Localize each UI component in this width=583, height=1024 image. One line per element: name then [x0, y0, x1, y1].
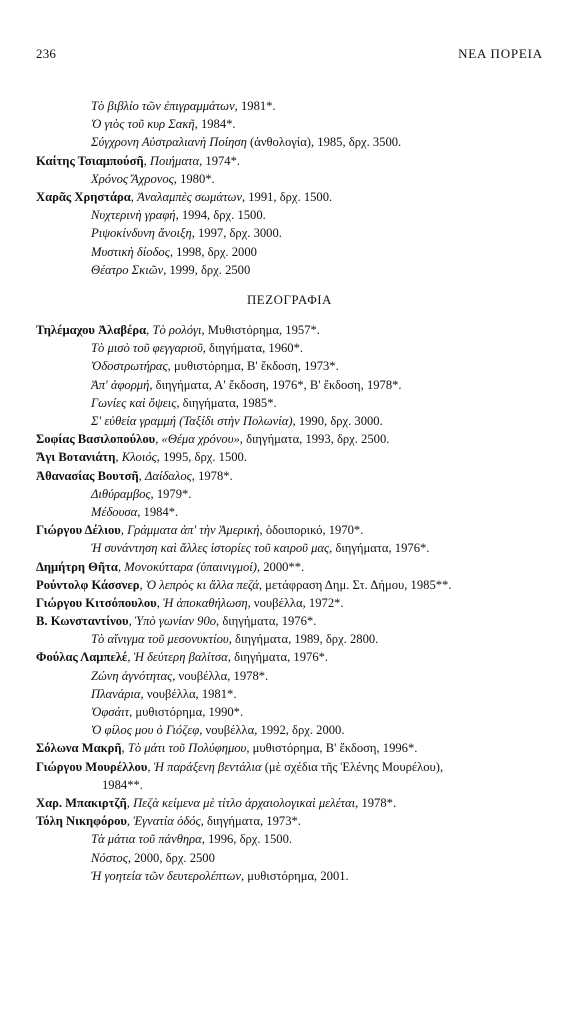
bibliography-entry	[36, 115, 543, 133]
entry-details: , 2000**.	[256, 559, 305, 574]
entry-details: , 1974*.	[199, 153, 241, 168]
entry-details: , 1984*.	[137, 504, 179, 519]
entry-details: , μυθιστόρημα, 2001.	[240, 868, 349, 883]
bibliography-entry: Τόλη Νικηφόρου, Ἐγνατία ὁδός, διηγήματα, 1973*.	[36, 814, 301, 829]
bibliography-entry: Γιώργου Κιτσόπουλου, Ἡ ἀποκαθήλωση, νουβέλλα, 1972*.	[36, 595, 344, 610]
bibliography-entry	[36, 667, 543, 685]
bibliography-entry	[36, 849, 543, 867]
page-number: 236	[36, 46, 57, 61]
entry-title: Ριψοκίνδυνη ἄνοιξη	[91, 226, 192, 241]
bibliography-entry: Σοφίας Βασιλοπούλου, «Θέμα χρόνου», διηγήματα, 1993, δρχ. 2500.	[36, 432, 390, 447]
entry-details: , 1991, δρχ. 1500.	[241, 189, 333, 204]
entry-details: , 1990, δρχ. 3000.	[292, 414, 383, 428]
entry-title: «Θέμα χρόνου»	[161, 432, 240, 447]
entry-author: Ἀθανασίας Βουτσῆ	[36, 468, 139, 483]
running-title: ΝΕΑ ΠΟΡΕΙΑ	[458, 46, 543, 61]
entry-details: , 1981*.	[234, 99, 276, 113]
entry-details: , νουβέλλα, 1981*.	[140, 686, 237, 701]
entry-title: Ἡ ἀποκαθήλωση	[163, 595, 248, 610]
entry-title: Ἡ γοητεία τῶν δευτερολέπτων	[91, 868, 241, 883]
entry-title: Ἡ δεύτερη βαλίτσα	[133, 650, 228, 665]
bibliography-entry	[36, 339, 543, 357]
entry-details: , 1999, δρχ. 2500	[163, 262, 251, 277]
entry-title: Σύγχρονη Αὐστραλιανὴ Ποίηση	[91, 135, 247, 150]
bibliography-entry	[36, 243, 543, 261]
entry-details: , διηγήματα, 1989, δρχ. 2800.	[228, 632, 379, 647]
bibliography-entry: Σόλωνα Μακρῆ, Τὸ μάτι τοῦ Πολύφημου, μυθιστόρημα, Β' ἔκδοση, 1996*.	[36, 741, 418, 756]
prose-list	[36, 321, 543, 885]
entry-details: , 1996, δρχ. 1500.	[201, 832, 293, 847]
entry-details: , διηγήματα, Α' ἔκδοση, 1976*, Β' ἔκδοση, 1978*.	[149, 377, 402, 392]
bibliography-entry	[36, 867, 543, 885]
entry-title: Ζώνη ἁγνότητας	[91, 668, 173, 683]
bibliography-entry	[36, 830, 543, 848]
entry-author: Γιώργου Κιτσόπουλου	[36, 595, 157, 610]
entry-details: , νουβέλλα, 1972*.	[247, 595, 344, 610]
entry-details: , ὁδοιπορικό, 1970*.	[259, 523, 364, 538]
bibliography-entry: Γιώργου Μουρέλλου, Ἡ παράξενη βεντάλια (μὲ σχέδια τῆς Ἑλένης Μουρέλου),	[36, 759, 444, 774]
entry-title: Πλανάρια	[91, 686, 141, 701]
bibliography-entry: Χαρᾶς Χρηστάρα, Ἀναλαμπὲς σωμάτων, 1991, δρχ. 1500.	[36, 189, 333, 204]
entry-details: (ἀνθολογία), 1985, δρχ. 3500.	[246, 135, 402, 150]
entry-title: Ὁ γιὸς τοῦ κυρ Σακῆ	[91, 117, 195, 132]
bibliography-entry	[36, 721, 543, 739]
bibliography-entry: Ἀθανασίας Βουτσῆ, Δαίδαλος, 1978*.	[36, 468, 233, 483]
entry-title: Ὀδοστρωτήρας	[91, 359, 168, 374]
entry-author: Σοφίας Βασιλοπούλου	[36, 432, 156, 447]
bibliography-entry	[36, 170, 543, 188]
bibliography-entry	[36, 376, 543, 394]
entry-title: Ὀφσάιτ	[91, 705, 130, 719]
entry-details: , διηγήματα, 1985*.	[176, 395, 277, 410]
entry-details: , 1998, δρχ. 2000	[169, 244, 257, 259]
bibliography-entry: Γιώργου Δέλιου, Γράμματα ἀπ' τὴν Ἀμερική, ὁδοιπορικό, 1970*.	[36, 523, 364, 538]
entry-title: Νυχτερινὴ γραφή	[91, 208, 176, 223]
entry-title: Ἡ συνάντηση καὶ ἄλλες ἱστορίες τοῦ καιροῦ μας	[91, 541, 330, 556]
bibliography-entry	[36, 412, 543, 430]
entry-details: , 1979*.	[150, 486, 192, 501]
entry-details: , διηγήματα, 1973*.	[200, 814, 301, 829]
entry-details: , μυθιστόρημα, Β' ἔκδοση, 1996*.	[246, 741, 418, 756]
entry-author: Τηλέμαχου Ἀλαβέρα	[36, 323, 147, 338]
entry-details: , διηγήματα, 1960*.	[202, 341, 304, 356]
bibliography-entry: Ρούντολφ Κάσσνερ, Ὁ λεπρὸς κι ἄλλα πεζά, μετάφραση Δημ. Στ. Δήμου, 1985**.	[36, 577, 452, 592]
bibliography-entry: Φούλας Λαμπελέ, Ἡ δεύτερη βαλίτσα, διηγήματα, 1976*.	[36, 650, 329, 665]
entry-title: Ἐγνατία ὁδός	[133, 814, 201, 829]
poetry-list	[36, 97, 543, 279]
entry-title: Σ' εὐθεία γραμμή (Ταξίδι στὴν Πολωνία)	[91, 414, 293, 428]
entry-details: , νουβέλλα, 1992, δρχ. 2000.	[199, 723, 345, 738]
entry-details: , 1980*.	[173, 171, 215, 186]
entry-title: Γράμματα ἀπ' τὴν Ἀμερική	[127, 523, 260, 538]
entry-details: , διηγήματα, 1993, δρχ. 2500.	[239, 432, 390, 447]
page-header	[36, 46, 543, 62]
bibliography-entry: Καίτης Τσιαμπούσῆ, Ποιήματα, 1974*.	[36, 153, 241, 168]
entry-details: , μυθιστόρημα, 1990*.	[129, 705, 244, 719]
entry-details: , Μυθιστόρημα, 1957*.	[201, 323, 320, 338]
entry-title: Πεζὰ κείμενα μὲ τίτλο ἀρχαιολογικαὶ μελέται	[133, 795, 356, 810]
entry-details: , μυθιστόρημα, Β' ἔκδοση, 1973*.	[167, 359, 339, 374]
entry-title: Ἀπ' ἀφορμή	[91, 377, 150, 392]
entry-details: , 2000, δρχ. 2500	[127, 850, 215, 865]
entry-title: Μονοκύτταρα (ὑπαινιγμοί)	[124, 559, 257, 574]
entry-author: Ρούντολφ Κάσσνερ	[36, 577, 140, 592]
bibliography-entry	[36, 357, 543, 375]
bibliography-entry	[36, 703, 543, 721]
entry-title: Τὸ βιβλίο τῶν ἐπιγραμμάτων	[91, 99, 235, 113]
entry-details: , νουβέλλα, 1978*.	[172, 668, 269, 683]
bibliography-entry: Β. Κωνσταντίνου, Ὑπὸ γωνίαν 90ο, διηγήματα, 1976*.	[36, 614, 317, 629]
bibliography-entry: Ἄγι Βοτανιάτη, Κλοιός, 1995, δρχ. 1500.	[36, 450, 247, 465]
entry-author: Ἄγι Βοτανιάτη	[36, 450, 116, 465]
entry-details: , 1978*.	[191, 468, 233, 483]
entry-details: 1984**.	[102, 777, 143, 792]
entry-details: , 1995, δρχ. 1500.	[156, 450, 247, 465]
entry-title: Τὰ μάτια τοῦ πάνθηρα	[91, 832, 202, 847]
bibliography-entry	[36, 485, 543, 503]
entry-details: , 1984*.	[194, 117, 236, 132]
entry-details: , 1994, δρχ. 1500.	[175, 208, 266, 223]
entry-details: , διηγήματα, 1976*.	[216, 614, 317, 629]
bibliography-entry: Χαρ. Μπακιρτζῆ, Πεζὰ κείμενα μὲ τίτλο ἀρχαιολογικαὶ μελέται, 1978*.	[36, 795, 397, 810]
entry-author: Γιώργου Μουρέλλου	[36, 759, 148, 774]
bibliography-entry	[36, 206, 543, 224]
entry-author: Σόλωνα Μακρῆ	[36, 741, 122, 756]
entry-title: Τὸ μάτι τοῦ Πολύφημου	[127, 741, 247, 756]
bibliography-entry	[36, 261, 543, 279]
entry-title: Ἡ παράξενη βεντάλια	[153, 759, 262, 774]
entry-author: Β. Κωνσταντίνου	[36, 614, 129, 629]
bibliography-entry	[36, 394, 543, 412]
entry-title: Κλοιός	[121, 450, 157, 465]
entry-details: , 1978*.	[355, 795, 397, 810]
entry-details: , 1997, δρχ. 3000.	[191, 226, 282, 241]
entry-title: Γωνίες καὶ ὄψεις	[91, 395, 177, 410]
bibliography-entry	[36, 539, 543, 557]
entry-title: Διθύραμβος	[91, 486, 151, 501]
section-heading-prose: ΠΕΖΟΓΡΑΦΙΑ	[246, 292, 333, 307]
entry-title: Δαίδαλος	[144, 468, 192, 483]
entry-author: Τόλη Νικηφόρου	[36, 814, 127, 829]
entry-title: Ὁ λεπρὸς κι ἄλλα πεζά	[145, 577, 259, 592]
bibliography-entry	[36, 685, 543, 703]
entry-title: Τὸ μισὸ τοῦ φεγγαριοῦ	[91, 341, 203, 356]
bibliography-entry: Τηλέμαχου Ἀλαβέρα, Τὸ ρολόγι, Μυθιστόρημα, 1957*.	[36, 323, 320, 338]
entry-title: Χρόνος Ἄχρονος	[91, 171, 174, 186]
entry-title: Ὑπὸ γωνίαν 90ο	[134, 614, 217, 629]
bibliography-entry	[36, 133, 543, 151]
entry-author: Δημήτρη Θῆτα	[36, 559, 118, 574]
bibliography-entry	[36, 97, 543, 115]
entry-details: , μετάφραση Δημ. Στ. Δήμου, 1985**.	[258, 577, 452, 592]
entry-title: Θέατρο Σκιῶν	[91, 262, 164, 277]
entry-author: Γιώργου Δέλιου	[36, 523, 121, 538]
entry-title: Νόστος	[91, 850, 128, 865]
bibliography-entry	[36, 503, 543, 521]
entry-author: Φούλας Λαμπελέ	[36, 650, 128, 665]
entry-title: Τὸ αἴνιγμα τοῦ μεσονυκτίου	[91, 632, 229, 647]
entry-title: Ὁ φίλος μου ὁ Γιόζεφ	[91, 723, 200, 738]
bibliography-entry	[36, 776, 543, 794]
entry-author: Χαρ. Μπακιρτζῆ	[36, 795, 127, 810]
entry-details: , διηγήματα, 1976*.	[227, 650, 329, 665]
entry-title: Ἀναλαμπὲς σωμάτων	[137, 189, 242, 204]
entry-title: Μέδουσα	[91, 504, 138, 519]
entry-title: Ποιήματα	[149, 153, 200, 168]
bibliography-entry	[36, 630, 543, 648]
entry-author: Καίτης Τσιαμπούσῆ	[36, 153, 144, 168]
entry-title: Τὸ ρολόγι	[152, 323, 202, 338]
entry-author: Χαρᾶς Χρηστάρα	[36, 189, 131, 204]
bibliography-entry	[36, 224, 543, 242]
entry-title: Μυστικὴ δίοδος	[91, 244, 170, 259]
bibliography-entry: Δημήτρη Θῆτα, Μονοκύτταρα (ὑπαινιγμοί), 2000**.	[36, 559, 305, 574]
entry-details: (μὲ σχέδια τῆς Ἑλένης Μουρέλου),	[261, 759, 444, 774]
entry-details: , διηγήματα, 1976*.	[329, 541, 430, 556]
